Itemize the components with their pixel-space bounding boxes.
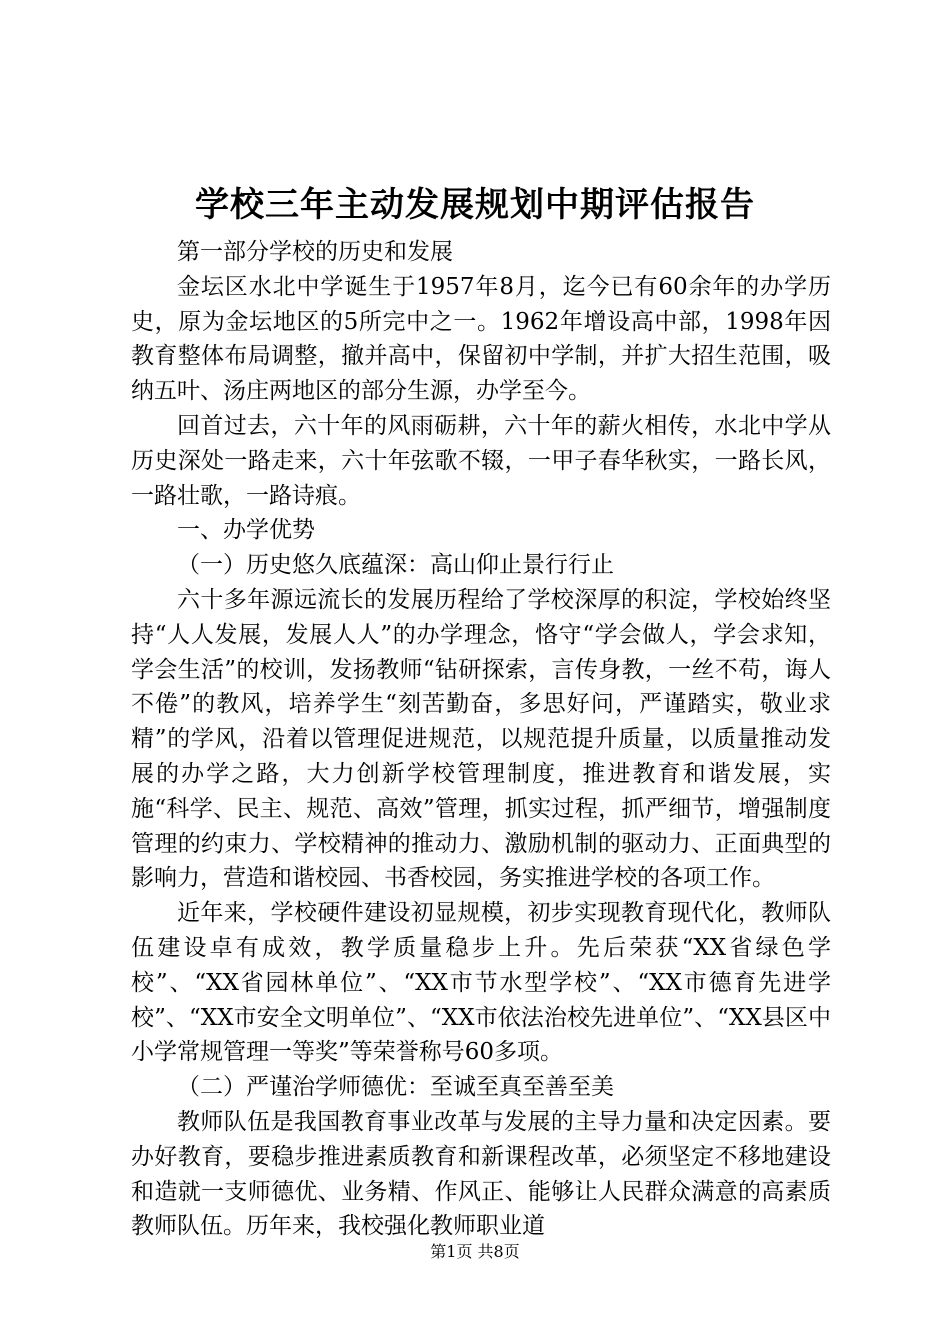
page-number-footer: 第1页 共8页 — [430, 1242, 520, 1261]
subsection-heading: （二）严谨治学师德优：至诚至真至善至美 — [177, 1074, 614, 1101]
paragraph: 六十多年源远流长的发展历程给了学校深厚的积淀，学校始终坚持“人人发展，发展人人”的办学理念，恪守“学会做人，学会求知，学会生活”的校训，发扬教师“钻研探索，言传身教，一丝不苟，诲人不倦”的教风，培养学生“刻苦勤奋，多思好问，严谨踏实，敬业求精”的学风，沿着以管理促进规范，以规范提升质量，以质量推动发展的办学之路，大力创新学校管理制度，推进教育和谐发展，实施“科学、民主、规范、高效”管理，抓实过程，抓严细节，增强制度管理的约束力、学校精神的推动力、激励机制的驱动力、正面典型的影响力，营造和谐校园、书香校园，务实推进学校的各项工作。 — [131, 586, 831, 892]
subsection-heading: （一）历史悠久底蕴深：高山仰止景行行止 — [177, 552, 614, 579]
paragraph: 回首过去，六十年的风雨砺耕，六十年的薪火相传，水北中学从历史深处一路走来，六十年弦歌不辍，一甲子春华秋实，一路长风，一路壮歌，一路诗痕。 — [131, 412, 831, 509]
section-heading: 第一部分学校的历史和发展 — [177, 239, 453, 265]
document-title: 学校三年主动发展规划中期评估报告 — [195, 185, 755, 225]
paragraph: 金坛区水北中学诞生于1957年8月，迄今已有60余年的办学历史，原为金坛地区的5所完中之一。1962年增设高中部，1998年因教育整体布局调整，撤并高中，保留初中学制，并扩大招生范围，吸纳五叶、汤庄两地区的部分生源，办学至今。 — [131, 273, 831, 405]
paragraph: 近年来，学校硬件建设初显规模，初步实现教育现代化，教师队伍建设卓有成效，教学质量稳步上升。先后荣获“XX省绿色学校”、“XX省园林单位”、“XX市节水型学校”、“XX市德育先进学校”、“XX市安全文明单位”、“XX市依法治校先进单位”、“XX县区中小学常规管理一等奖”等荣誉称号60多项。 — [131, 900, 831, 1066]
section-heading: 一、办学优势 — [177, 517, 315, 544]
paragraph: 教师队伍是我国教育事业改革与发展的主导力量和决定因素。要办好教育，要稳步推进素质教育和新课程改革，必须坚定不移地建设和造就一支师德优、业务精、作风正、能够让人民群众满意的高素质教师队伍。历年来，我校强化教师职业道 — [131, 1108, 831, 1240]
document-body — [131, 235, 831, 1244]
